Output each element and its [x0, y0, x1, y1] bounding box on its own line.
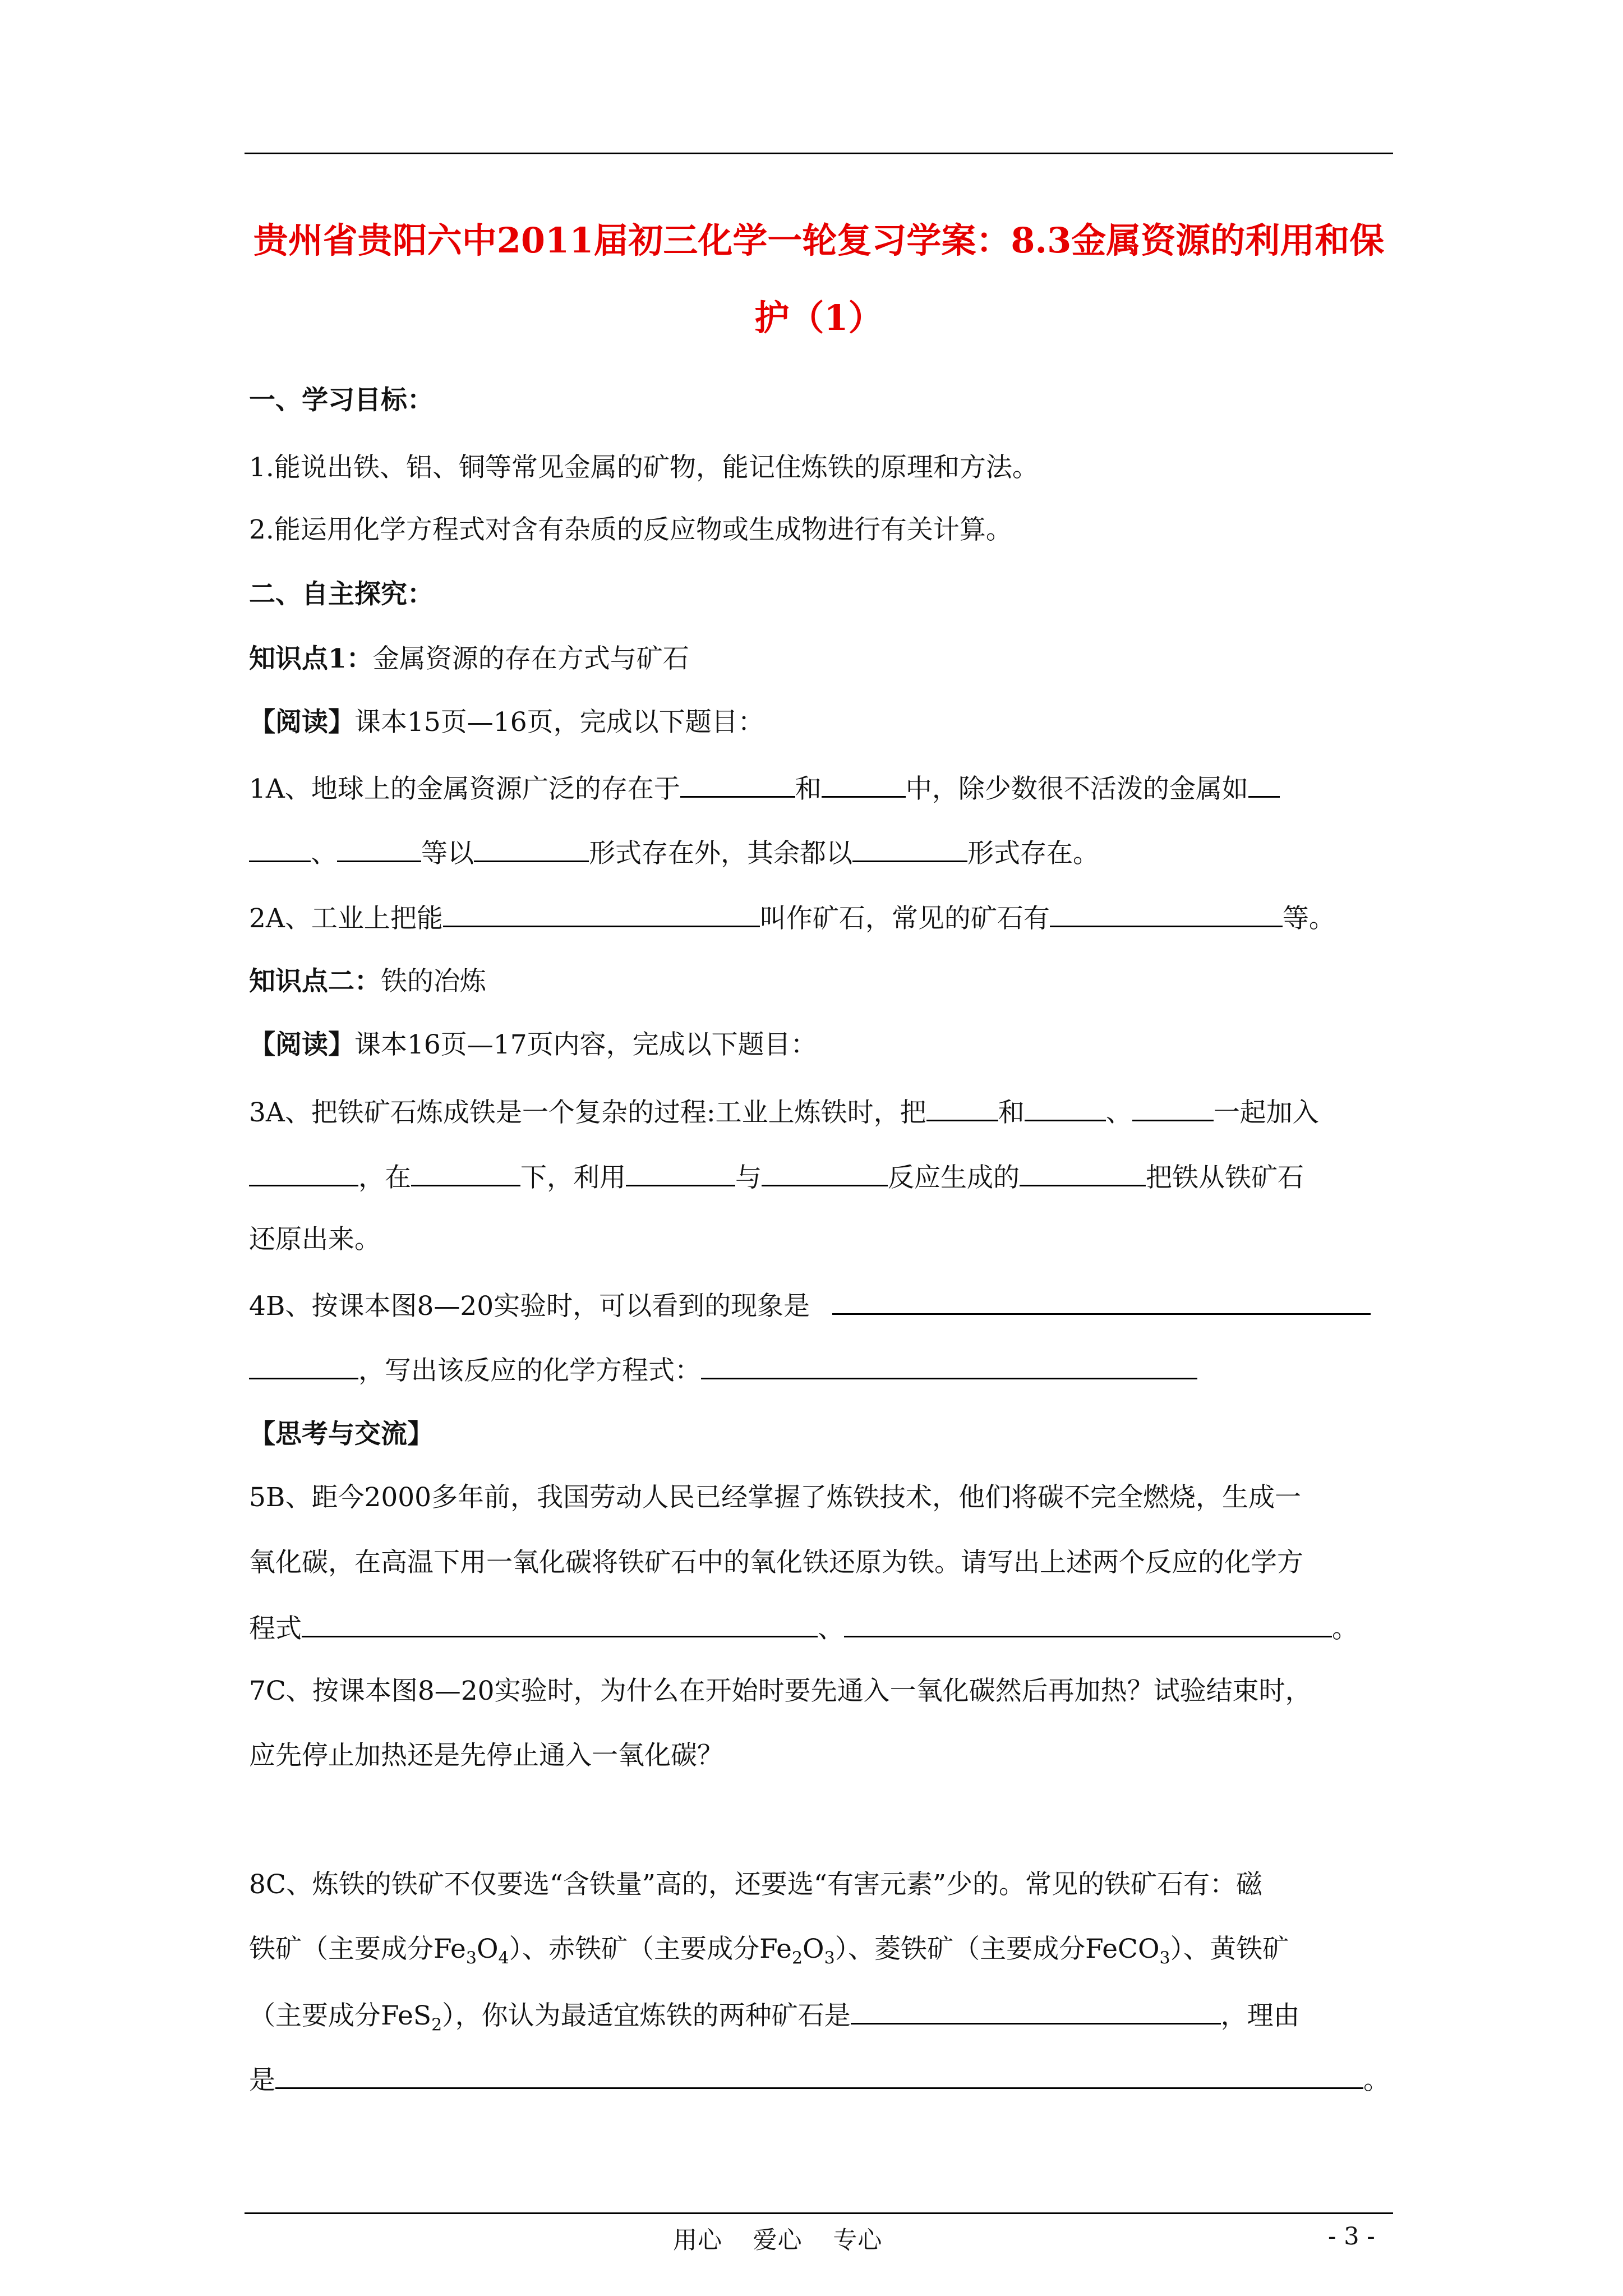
q3-blank-2[interactable] [1025, 1094, 1106, 1121]
q4-text-b: ，写出该反应的化学方程式： [358, 1355, 701, 1386]
q1-blank-4[interactable] [249, 835, 311, 862]
reading-1 [249, 706, 1393, 739]
q8-text-e: ）、菱铁矿（主要成分FeCO [834, 1934, 1160, 1964]
q3-blank-6[interactable] [626, 1159, 735, 1186]
q3-blank-5[interactable] [411, 1159, 520, 1186]
goals-heading: 一、学习目标： [249, 385, 434, 416]
question-1-line-1 [249, 770, 1393, 806]
q8-text-g: （主要成分FeS [249, 2000, 432, 2031]
q3-text-b: 和 [998, 1097, 1025, 1128]
q3-blank-3[interactable] [1132, 1094, 1214, 1121]
q1-text-b: 和 [795, 774, 822, 804]
q1-text-g: 形式存在。 [967, 838, 1099, 869]
q8-text-k: 。 [1363, 2065, 1390, 2096]
q4-blank-3[interactable] [701, 1352, 1197, 1379]
q8-blank-2[interactable] [275, 2062, 1363, 2089]
kp2-text: 铁的冶炼 [381, 966, 486, 997]
question-5-line-2: 氧化碳，在高温下用一氧化碳将铁矿石中的氧化铁还原为铁。请写出上述两个反应的化学方 [249, 1547, 1303, 1578]
q5-text-c: 。 [1332, 1613, 1358, 1644]
knowledge-point-2 [249, 965, 1393, 999]
q3-text-f: 下，利用 [520, 1162, 626, 1193]
q8-blank-1[interactable] [851, 1997, 1221, 2024]
q3-text-i: 把铁从铁矿石 [1146, 1162, 1304, 1193]
q2-blank-1[interactable] [443, 900, 760, 927]
knowledge-point-1 [249, 642, 1393, 676]
q4-text-a: 4B、按课本图8—20实验时，可以看到的现象是 [249, 1291, 810, 1322]
q3-text-h: 反应生成的 [888, 1162, 1020, 1193]
q2-text-c: 等。 [1282, 903, 1335, 934]
q8-sub-1: 3 [465, 1948, 477, 1968]
q1-blank-5[interactable] [337, 835, 421, 862]
question-3-line-2 [249, 1159, 1393, 1195]
question-4-line-2 [249, 1352, 1393, 1388]
q2-text-b: 叫作矿石，常见的矿石有 [759, 903, 1050, 934]
q5-blank-1[interactable] [302, 1610, 818, 1637]
q1-text-d: 、 [311, 838, 337, 869]
q5-text-a: 程式 [249, 1613, 302, 1644]
page-number: - 3 - [1328, 2223, 1375, 2251]
explore-heading: 二、自主探究： [249, 579, 434, 610]
q4-blank-1[interactable] [832, 1287, 1371, 1315]
question-5-line-1: 5B、距今2000多年前，我国劳动人民已经掌握了炼铁技术，他们将碳不完全燃烧，生成一 [249, 1482, 1302, 1513]
q1-text-a: 1A、地球上的金属资源广泛的存在于 [249, 774, 680, 804]
question-4-line-1 [249, 1287, 1393, 1323]
kp1-text: 金属资源的存在方式与矿石 [372, 643, 689, 674]
q1-text-c: 中，除少数很不活泼的金属如 [905, 774, 1248, 804]
reading-2-text: 课本16页—17页内容，完成以下题目： [354, 1029, 817, 1060]
q3-blank-1[interactable] [926, 1094, 998, 1121]
question-3-line-3: 还原出来。 [249, 1224, 381, 1255]
q3-blank-8[interactable] [1020, 1159, 1146, 1186]
reading-2 [249, 1028, 1393, 1062]
q1-blank-3[interactable] [1248, 770, 1280, 798]
q1-blank-7[interactable] [852, 835, 967, 862]
q8-text-h: ），你认为最适宜炼铁的两种矿石是 [442, 2000, 851, 2031]
q3-text-a: 3A、把铁矿石炼成铁是一个复杂的过程:工业上炼铁时，把 [249, 1097, 926, 1128]
q2-text-a: 2A、工业上把能 [249, 903, 443, 934]
q8-text-f: ）、黄铁矿 [1170, 1934, 1289, 1964]
q8-sub-5: 3 [1159, 1948, 1170, 1968]
reading-1-text: 课本15页—16页，完成以下题目： [354, 707, 764, 738]
discussion-heading: 【思考与交流】 [249, 1419, 434, 1450]
q8-sub-3: 2 [791, 1948, 803, 1968]
q8-sub-2: 4 [498, 1948, 509, 1968]
question-8-line-4 [249, 2062, 1393, 2097]
goal-1: 1.能说出铁、铝、铜等常见金属的矿物，能记住炼铁的原理和方法。 [249, 452, 1039, 483]
q5-blank-2[interactable] [844, 1610, 1332, 1637]
question-7-line-2: 应先停止加热还是先停止通入一氧化碳？ [249, 1740, 723, 1771]
q2-blank-2[interactable] [1050, 900, 1283, 927]
reading-1-bracket: 【阅读】 [249, 707, 354, 738]
q3-blank-4[interactable] [249, 1159, 358, 1186]
question-3-line-1 [249, 1094, 1393, 1130]
q5-text-b: 、 [818, 1613, 844, 1644]
question-7-line-1: 7C、按课本图8—20实验时，为什么在开始时要先通入一氧化碳然后再加热？试验结束时， [249, 1676, 1312, 1706]
q8-text-d: O [803, 1934, 824, 1964]
q3-text-g: 与 [735, 1162, 762, 1193]
goal-2: 2.能运用化学方程式对含有杂质的反应物或生成物进行有关计算。 [249, 514, 1012, 545]
q8-text-j: 是 [249, 2065, 275, 2096]
kp2-label: 知识点二： [249, 966, 381, 997]
q1-text-e: 等以 [421, 838, 474, 869]
q8-text-i: ，理由 [1220, 2000, 1300, 2031]
q3-blank-7[interactable] [762, 1159, 888, 1186]
question-8-line-2 [249, 1932, 1393, 1966]
q4-blank-2[interactable] [249, 1352, 358, 1379]
q8-text-b: O [476, 1934, 499, 1964]
question-1-line-2 [249, 835, 1393, 871]
q3-text-e: ，在 [358, 1162, 411, 1193]
q1-blank-1[interactable] [680, 770, 795, 798]
q3-text-d: 一起加入 [1213, 1097, 1319, 1128]
question-8-line-1: 8C、炼铁的铁矿不仅要选“含铁量”高的，还要选“有害元素”少的。常见的铁矿石有：磁 [249, 1869, 1262, 1900]
question-5-line-3 [249, 1610, 1393, 1646]
reading-2-bracket: 【阅读】 [249, 1029, 354, 1060]
page-title: 贵州省贵阳六中2011届初三化学一轮复习学案：8.3金属资源的利用和保护（1） [253, 220, 1385, 338]
question-2 [249, 900, 1393, 936]
q8-text-a: 铁矿（主要成分Fe [249, 1934, 466, 1964]
q3-text-c: 、 [1105, 1097, 1132, 1128]
question-8-line-3 [249, 1997, 1393, 2033]
q1-blank-2[interactable] [822, 770, 906, 798]
q1-blank-6[interactable] [474, 835, 589, 862]
kp1-label: 知识点1： [249, 643, 373, 674]
footer-motto: 用心 爱心 专心 [673, 2226, 883, 2254]
header-rule [245, 153, 1393, 154]
footer-rule [245, 2212, 1393, 2214]
q8-sub-4: 3 [824, 1948, 835, 1968]
q1-text-f: 形式存在外，其余都以 [589, 838, 852, 869]
q8-text-c: ）、赤铁矿（主要成分Fe [509, 1934, 792, 1964]
q8-sub-6: 2 [431, 2015, 442, 2035]
